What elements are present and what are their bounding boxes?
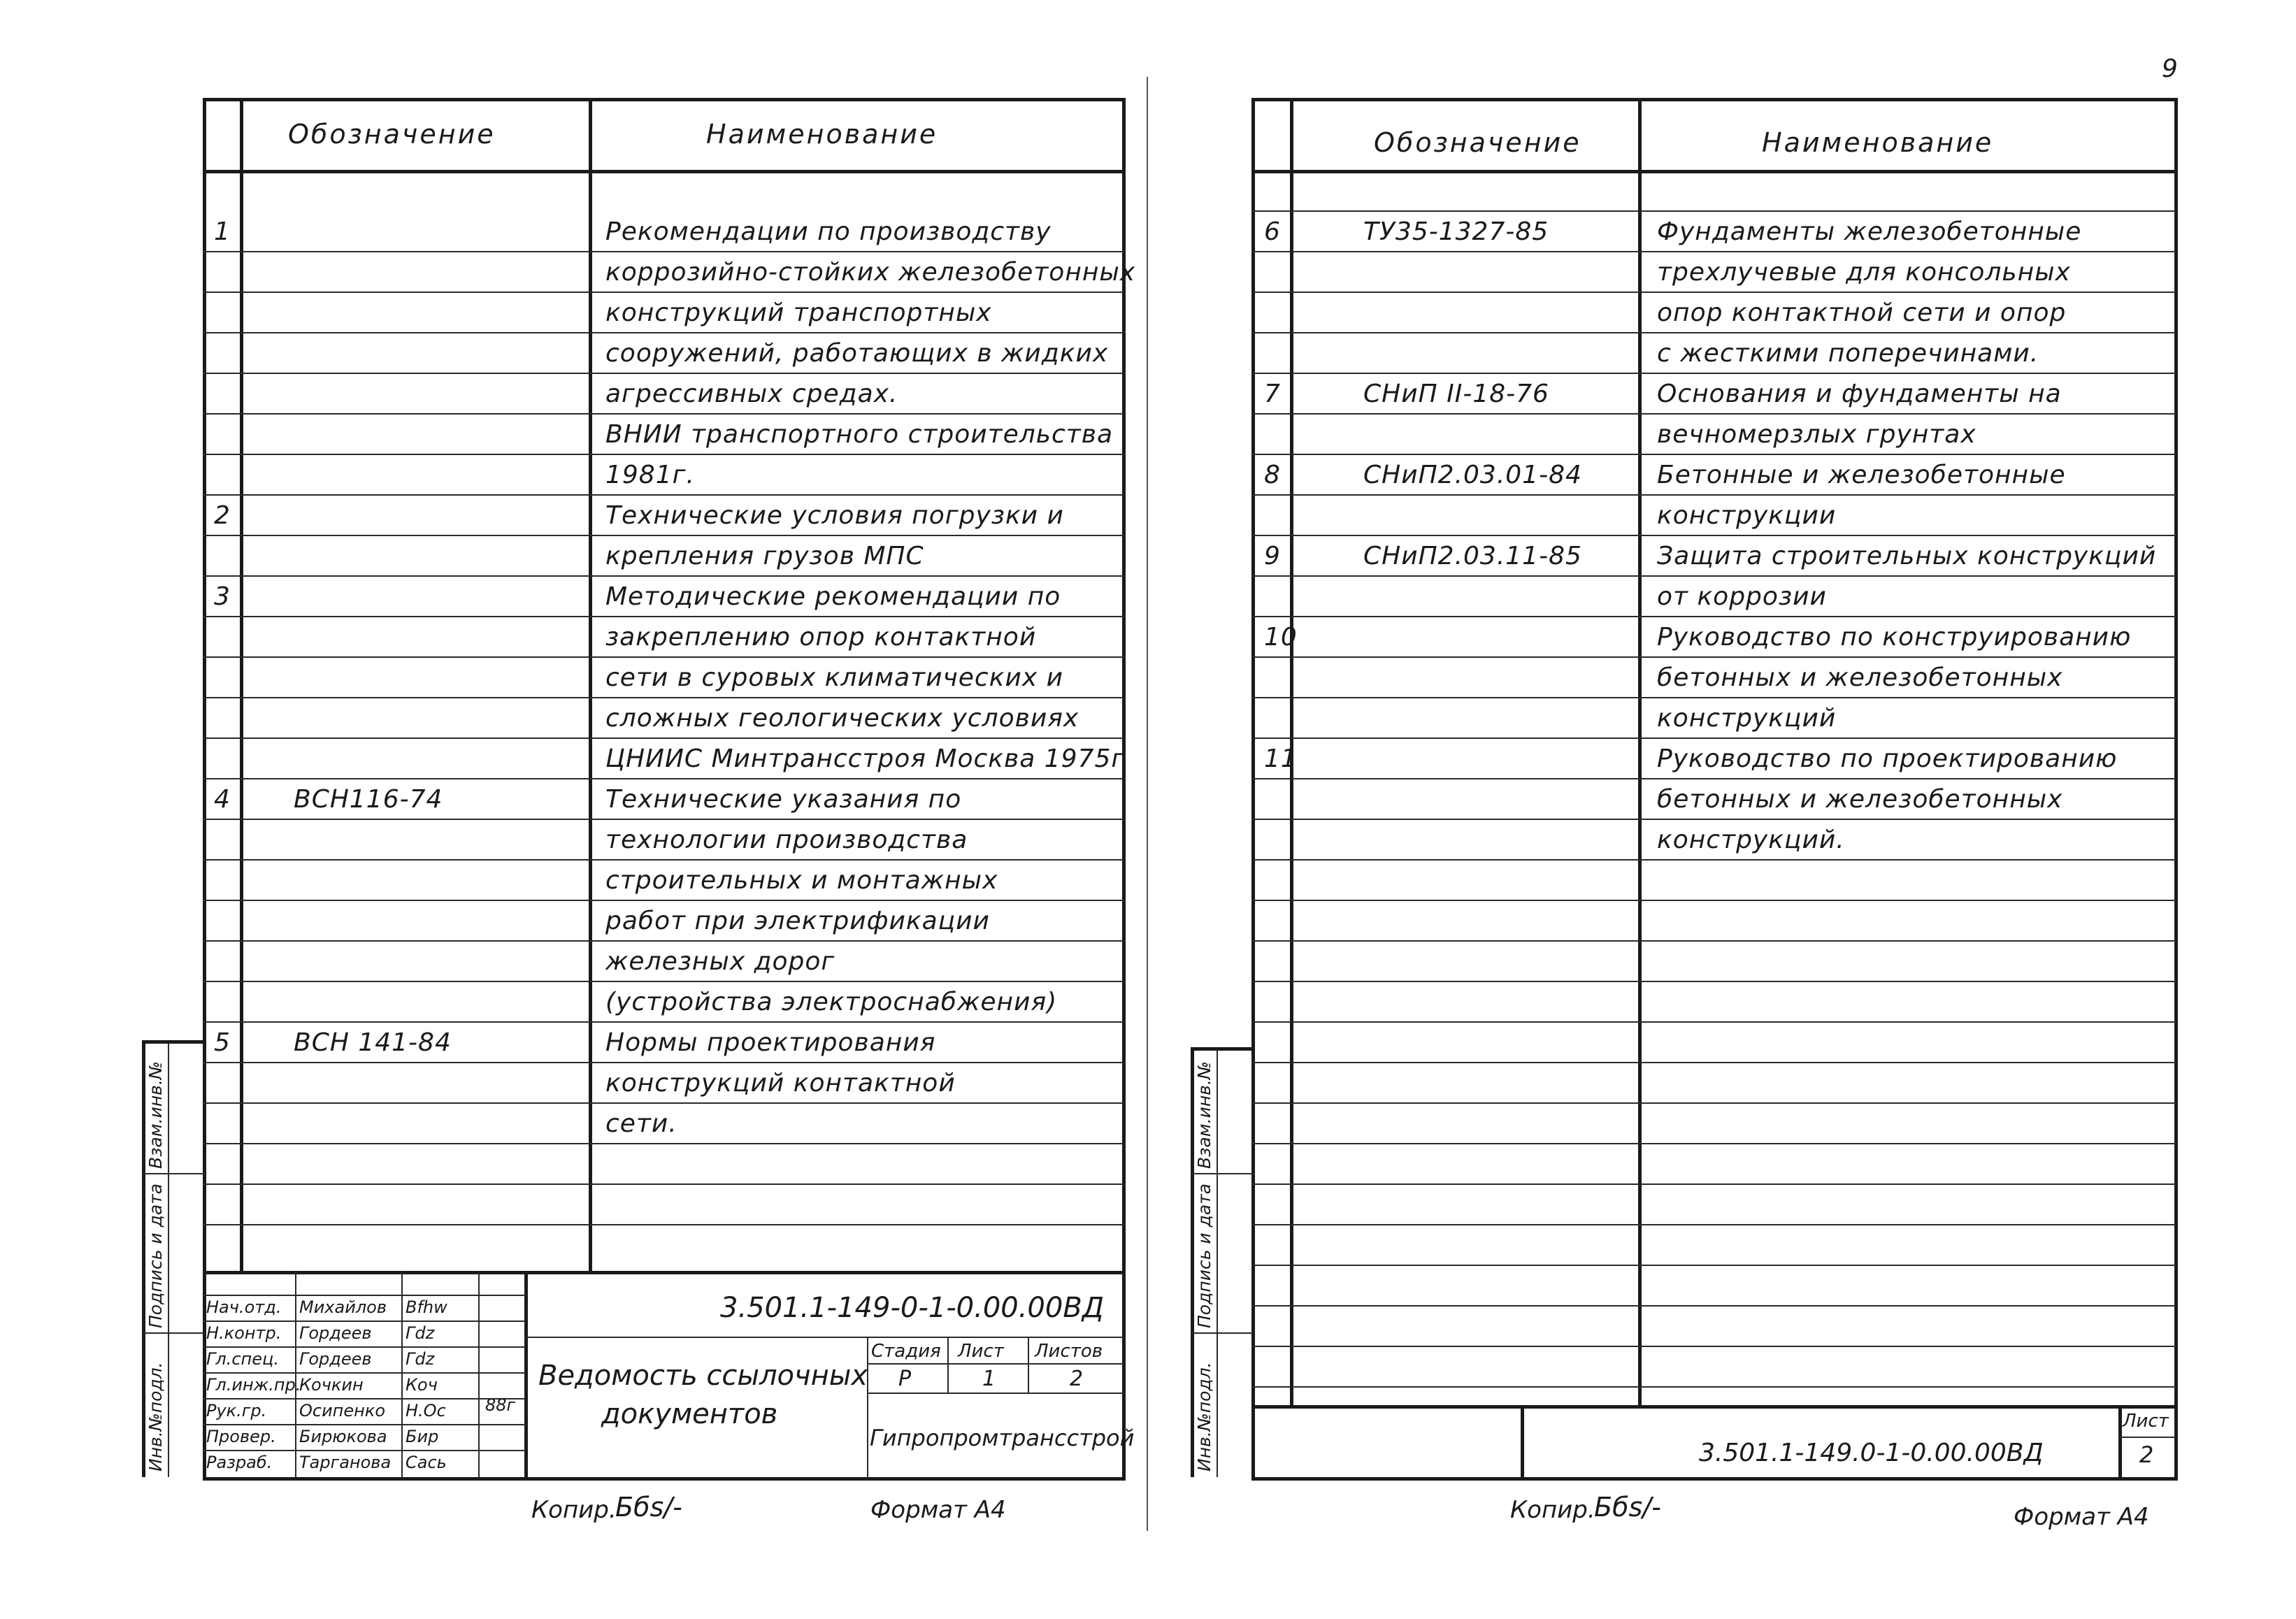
table-row-no: 3 bbox=[214, 582, 231, 611]
table-row-code: ТУ35-1327-85 bbox=[1363, 217, 1549, 246]
table-row-text: 1981г. bbox=[605, 461, 695, 489]
table-row-text: вечномерзлых грунтах bbox=[1657, 420, 1976, 449]
stamp-signature: Сась bbox=[406, 1453, 447, 1472]
table-row-text: Руководство по проектированию bbox=[1657, 744, 2118, 773]
table-row-text: бетонных и железобетонных bbox=[1657, 663, 2063, 692]
stamp-signature: Н.Ос bbox=[406, 1401, 446, 1420]
table-row-text: конструкций bbox=[1657, 704, 1837, 733]
table-row-text: железных дорог bbox=[605, 947, 835, 976]
table-row-no: 5 bbox=[214, 1028, 231, 1057]
left-side-label-2: Подпись и дата bbox=[145, 1183, 166, 1328]
page-number: 9 bbox=[2162, 55, 2178, 83]
table-row-text: конструкций контактной bbox=[605, 1069, 956, 1098]
left-stamp-stage: Р bbox=[898, 1367, 912, 1391]
table-row-text: (устройства электроснабжения) bbox=[605, 988, 1058, 1016]
right-header-designation: Обозначение bbox=[1374, 127, 1581, 158]
table-row-text: бетонных и железобетонных bbox=[1657, 785, 2063, 814]
table-row-text: Технические условия погрузки и bbox=[605, 501, 1064, 530]
table-row-code: ВСН 141-84 bbox=[294, 1028, 452, 1057]
table-row-text: опор контактной сети и опор bbox=[1657, 298, 2067, 327]
table-row-text: технологии производства bbox=[605, 826, 968, 854]
table-row-text: крепления грузов МПС bbox=[605, 542, 924, 570]
left-side-label-1: Взам.инв.№ bbox=[145, 1061, 166, 1169]
table-row-text: Основания и фундаменты на bbox=[1657, 380, 2062, 408]
stamp-name: Гордеев bbox=[299, 1323, 372, 1343]
table-row-text: конструкции bbox=[1657, 501, 1837, 530]
left-stamp-date-mark: 88г bbox=[485, 1395, 516, 1415]
stamp-signature: Кoч bbox=[406, 1375, 438, 1395]
stamp-name: Осипенко bbox=[299, 1401, 386, 1420]
table-row-text: Фундаменты железобетонные bbox=[1657, 217, 2082, 246]
left-stamp-sheets-label: Листов bbox=[1035, 1341, 1103, 1362]
stamp-role: Н.контр. bbox=[206, 1323, 282, 1343]
left-stamp-org: Гипропромтрансстрой bbox=[870, 1425, 1135, 1451]
table-row-text: сети. bbox=[605, 1109, 677, 1138]
table-row-text: от коррозии bbox=[1657, 582, 1827, 611]
left-stamp-sheet: 1 bbox=[982, 1367, 996, 1391]
table-row-text: Защита строительных конструкций bbox=[1657, 542, 2157, 570]
left-header-name: Наименование bbox=[706, 119, 938, 150]
table-row-no: 8 bbox=[1264, 461, 1281, 489]
table-row-text: строительных и монтажных bbox=[605, 866, 998, 895]
table-row-no: 2 bbox=[214, 501, 231, 530]
table-row-text: агрессивных средах. bbox=[605, 380, 898, 408]
table-row-text: Методические рекомендации по bbox=[605, 582, 1061, 611]
table-row-no: 11 bbox=[1264, 744, 1298, 773]
stamp-signature: Гdz bbox=[406, 1323, 435, 1343]
stamp-name: Михайлов bbox=[299, 1297, 387, 1317]
left-footer-copy: Копир. bbox=[531, 1496, 617, 1524]
stamp-role: Гл.спец. bbox=[206, 1349, 279, 1369]
stamp-role: Нач.отд. bbox=[206, 1297, 282, 1317]
page-fold-divider bbox=[1147, 77, 1148, 1531]
left-header-designation: Обозначение bbox=[288, 119, 496, 150]
table-row-no: 4 bbox=[214, 785, 231, 814]
right-footer-copy-sign: Ббs/- bbox=[1594, 1492, 1661, 1523]
table-row-text: коррозийно-стойких железобетонных bbox=[605, 258, 1136, 287]
table-row-text: конструкций транспортных bbox=[605, 298, 992, 327]
table-row-no: 6 bbox=[1264, 217, 1281, 246]
table-row-code: СНиП II-18-76 bbox=[1363, 380, 1549, 408]
table-row-text: Нормы проектирования bbox=[605, 1028, 936, 1057]
table-row-text: конструкций. bbox=[1657, 826, 1845, 854]
stamp-name: Бирюкова bbox=[299, 1427, 387, 1446]
left-stamp-stage-label: Стадия bbox=[871, 1341, 941, 1362]
table-row-text: Бетонные и железобетонные bbox=[1657, 461, 2066, 489]
table-row-text: Технические указания по bbox=[605, 785, 962, 814]
table-row-text: сооружений, работающих в жидких bbox=[605, 339, 1109, 368]
table-row-text: закреплению опор контактной bbox=[605, 623, 1037, 652]
right-stamp-code: 3.501.1-149.0-1-0.00.00ВД bbox=[1699, 1439, 2044, 1467]
stamp-role: Гл.инж.пр. bbox=[206, 1375, 301, 1395]
table-row-no: 9 bbox=[1264, 542, 1281, 570]
stamp-role: Разраб. bbox=[206, 1453, 273, 1472]
table-row-no: 1 bbox=[214, 217, 231, 246]
left-footer-copy-sign: Ббs/- bbox=[615, 1492, 682, 1523]
table-row-text: с жесткими поперечинами. bbox=[1657, 339, 2039, 368]
right-side-label-2: Подпись и дата bbox=[1194, 1183, 1214, 1328]
table-row-no: 10 bbox=[1264, 623, 1298, 652]
table-row-code: СНиП2.03.11-85 bbox=[1363, 542, 1582, 570]
stamp-role: Провер. bbox=[206, 1427, 276, 1446]
right-footer-copy: Копир. bbox=[1510, 1496, 1595, 1524]
right-footer-format: Формат А4 bbox=[2014, 1503, 2149, 1531]
right-side-label-3: Инв.№подл. bbox=[1194, 1362, 1214, 1472]
table-row-text: сложных геологических условиях bbox=[605, 704, 1079, 733]
table-row-text: сети в суровых климатических и bbox=[605, 663, 1064, 692]
left-stamp-sheet-label: Лист bbox=[958, 1341, 1004, 1362]
right-stamp-sheet-label: Лист bbox=[2123, 1411, 2169, 1432]
left-stamp-sheets: 2 bbox=[1070, 1367, 1084, 1391]
table-row-text: работ при электрификации bbox=[605, 907, 990, 935]
table-row-text: ЦНИИС Минтрансстроя Москва 1975г bbox=[605, 744, 1126, 773]
table-row-code: ВСН116-74 bbox=[294, 785, 443, 814]
left-side-label-3: Инв.№подл. bbox=[145, 1362, 166, 1472]
left-stamp-code: 3.501.1-149-0-1-0.00.00ВД bbox=[720, 1292, 1105, 1324]
table-row-code: СНиП2.03.01-84 bbox=[1363, 461, 1582, 489]
stamp-signature: Бир bbox=[406, 1427, 439, 1446]
stamp-role: Рук.гр. bbox=[206, 1401, 267, 1420]
table-row-text: трехлучевые для консольных bbox=[1657, 258, 2071, 287]
table-row-text: Руководство по конструированию bbox=[1657, 623, 2132, 652]
table-row-no: 7 bbox=[1264, 380, 1281, 408]
stamp-name: Кочкин bbox=[299, 1375, 364, 1395]
stamp-signature: Bfhw bbox=[406, 1297, 447, 1317]
stamp-name: Тарганова bbox=[299, 1453, 392, 1472]
stamp-name: Гордеев bbox=[299, 1349, 372, 1369]
stamp-signature: Гdz bbox=[406, 1349, 435, 1369]
left-footer-format: Формат А4 bbox=[870, 1496, 1006, 1524]
right-header-name: Наименование bbox=[1762, 127, 1994, 158]
right-side-label-1: Взам.инв.№ bbox=[1194, 1061, 1214, 1169]
table-row-text: Рекомендации по производству bbox=[605, 217, 1052, 246]
right-stamp-sheet: 2 bbox=[2139, 1441, 2154, 1468]
left-stamp-title-2: документов bbox=[601, 1398, 778, 1430]
left-stamp-title-1: Ведомость ссылочных bbox=[538, 1360, 868, 1392]
table-row-text: ВНИИ транспортного строительства bbox=[605, 420, 1114, 449]
